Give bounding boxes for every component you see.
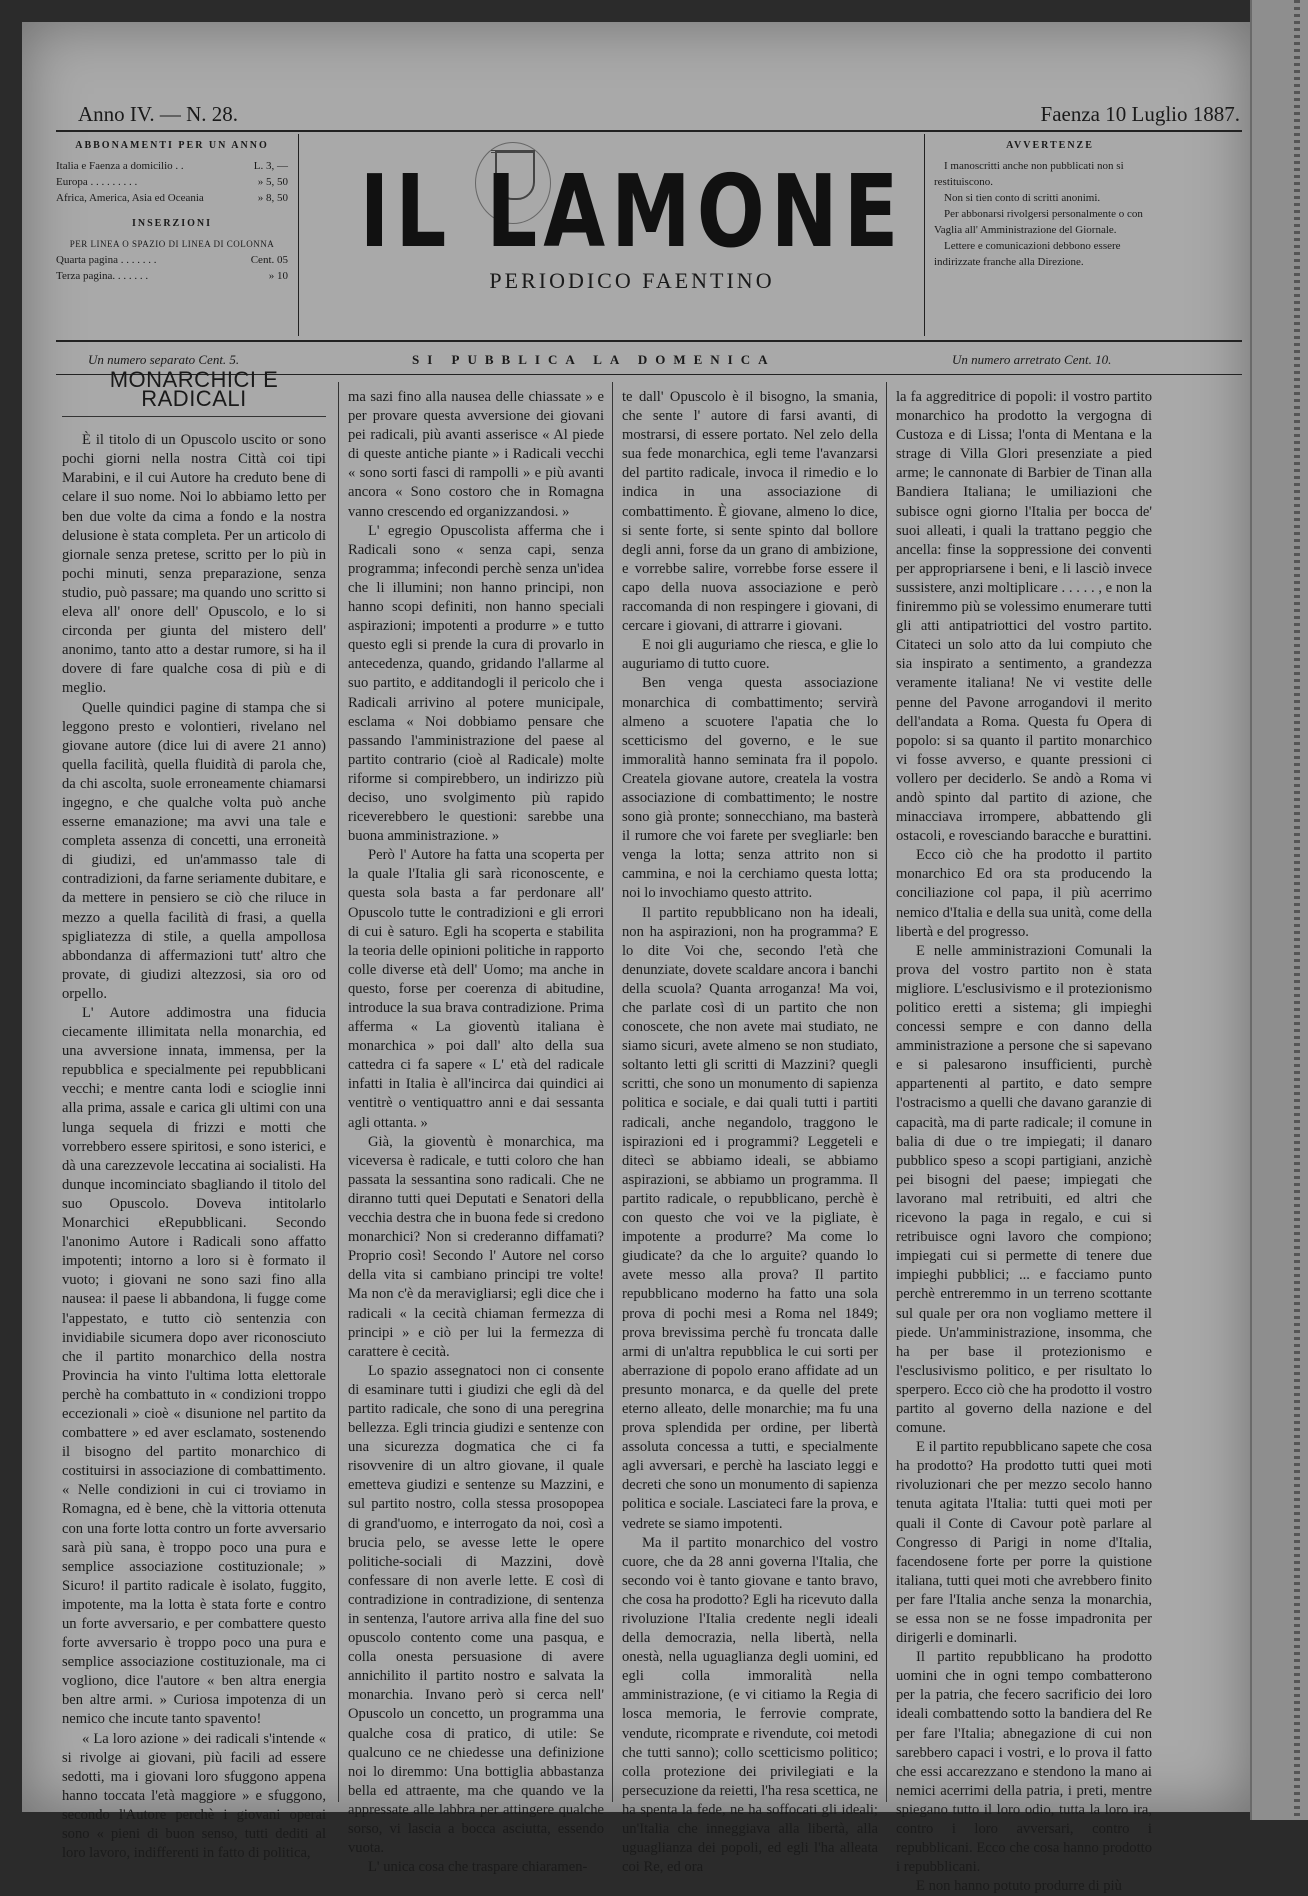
masthead	[322, 153, 942, 294]
header-bottom-rule	[56, 340, 1242, 342]
column-rule	[612, 382, 613, 1802]
paragraph: E noi gli auguriamo che riesca, e glie lo auguriamo di tutto cuore.	[622, 637, 878, 673]
article-title: MONARCHICI E RADICALI	[62, 370, 326, 417]
paragraph: Però l' Autore ha fatta una scoperta per la quale l'Italia gli sarà riconoscente, e questa sola basta a far perdonare all' Opuscolo tutte le contradizioni e gli errori di cui è saturo. Egli ha scoperta e stabilita la teoria delle opinioni politiche in rapporto colle diverse età dell' Uomo; ma anche in questo, forse per coerenza di abitudine, introduce la sua brava contradizione. Prima afferma « La gioventù italiana è monarchica » poi dall' alto della sua cattedra ci fa sapere « L' età del radicale infatti in Italia è all'incirca dai quindici ai ventitrè o ventiquattro anni e dai sessanta agli ottanta. »	[348, 847, 604, 1131]
article-column-1	[62, 367, 326, 1863]
paragraph: la fa aggreditrice di popoli: il vostro partito monarchico ha prodotto la vergogna di Custoza e di Lissa; l'onta di Mentana e la strage di Villa Glori presenziate a pied arme; le cannonate di Barbier de Tinan alla Bandiera Italiana; le umiliazioni che subisce ogni giorno l'Italia per bocca de' suoi alleati, i quali la trattano peggio che ancella: finse la soppressione dei conventi per appropriarsene i beni, e li lasciò invece sussistere, anzi moltiplicare . . . . . , e non la finiremmo più se volessimo enumerare tutti gli atti antipatriottici del vostro partito. Citateci un solo atto da lui compiuto che sia inspirato a sentimento, a grandezza veramente italiana! Ne vi vestite delle penne del Pavone arrogandovi il merito dell'andata a Roma. Questa fu Opera di popolo: si sa quanto il partito monarchico vi fosse avverso, e quante pressioni ci vollero per deciderlo. Se andò a Roma vi andò spinto dal partito di azione, che minacciava irrompere, abbattendo gli ostacoli, e rovesciando baracche e burattini.	[896, 389, 1152, 845]
paragraph: Lo spazio assegnatoci non ci consente di esaminare tutti i giudizi che egli dà del partito radicale, che sono di una peregrina bellezza. Egli trincia giudizi e sentenze con una sicurezza dogmatica che ci fa risovvenire di un altro giovane, il quale emetteva giudizi e sentenze su Mazzini, e sul partito nostro, colla stessa prosopopea di grand'uomo, e interrogato da noi, così a brucia pelo, se avesse lette le opere politiche-sociali di Mazzini, dovè confessare di non averle lette. E così di contradizione in contradizione, di sentenza in sentenza, l'autore arriva alla fine del suo opuscolo contento come una pasqua, e colla onesta persuasione di avere annichilito il partito nostro e salvata la monarchia. Invano però si cerca nell' Opuscolo un concetto, un programma una qualche cosa di pratico, di utile: Se qualcuno ce ne chiedesse una definizione noi lo diremmo: Una bottiglia abbastanza bella ed attraente, ma che quando ve la appressate alle labbra per attingere qualche sorso, vi lascia a bocca asciutta, essendo vuota.	[348, 1362, 604, 1857]
publication-day: SI PUBBLICA LA DOMENICA	[412, 352, 776, 367]
newspaper-subtitle: PERIODICO FAENTINO	[489, 268, 775, 293]
price-row: Italia e Faenza a domicilio . . L. 3, —	[56, 160, 288, 172]
back-issue-price: Un numero arretrato Cent. 10.	[952, 352, 1112, 367]
paragraph: te dall' Opuscolo è il bisogno, la smania, che sente l' autore di farsi avanti, di mostrarsi, di essere portato. Nel zelo della sua fede monarchica, egli teme l'avanzarsi del partito radicale, invoca il rimedio e lo indica in una associazione di combattimento. È giovane, almeno lo dice, si sente forte, si sente spinto dal bollore degli anni, forse da un grano di ambizione, e vorrebbe salire, vorrebbe forse essere il capo della nuova associazione e però raccomanda di non respingere i giovani, di cercare i giovani, di attrarre i giovani.	[622, 389, 878, 635]
article-column-4	[896, 388, 1152, 1896]
paragraph: L' egregio Opuscolista afferma che i Radicali sono « senza capi, senza programma; infecondi perchè senza un'idea che li illumini; non hanno principi, non hanno scopi definiti, non hanno speciali aspirazioni; impotenti a produrre » e tutto questo egli si prende la cura di provarlo in antecedenza, quando, gridando l'allarme al suo partito, e additandogli il pericolo che i Radicali arrivino al potere municipale, esclama « Noi dobbiamo pensare che passando l'amministrazione del paese al partito contrario (cioè al Radicale) molte riforme si compirebbero, un indirizzo più deciso, uno svolgimento più rapido riceverebbero le questioni: sarebbe una buona amministrazione. »	[348, 522, 604, 845]
top-line	[78, 102, 1240, 127]
paragraph: Quelle quindici pagine di stampa che si leggono presto e volontieri, rivelano nel giovane autore (dice lui di avere 21 anno) quella facilità, quella fluidità di parola che, da chi ascolta, suole erroneamente chiamarsi ingegno, e che qualche volta può anche esserne emanazione; ma avvi una tale e completa assenza di concetti, una erroneità di giudizi, ed un'ammasso tale di contradizioni, da farne seriamente dubitare, e da mettere in pensiero se ciò che riluce in mezzo a quella facilità di frasi, a quella spigliatezza di stile, a quella ampollosa abbondanza di affermazioni tutt' altro che provate, di giudizi altezzosi, sia oro od orpello.	[62, 699, 326, 1002]
header-top-rule	[56, 130, 1242, 132]
notice-heading: AVVERTENZE	[1006, 140, 1094, 151]
binding-edge	[1294, 0, 1300, 1820]
insertions-note: PER LINEA O SPAZIO DI LINEA DI COLONNA	[69, 239, 275, 249]
adjacent-page-edge	[1250, 0, 1308, 1820]
price-row: Quarta pagina . . . . . . . Cent. 05	[56, 254, 288, 266]
column-rule	[886, 382, 887, 1802]
single-copy-price: Un numero separato Cent. 5.	[88, 352, 240, 367]
article-column-3	[622, 388, 878, 1877]
paragraph: E non hanno potuto produrre di più	[916, 1878, 1122, 1895]
article-column-2	[348, 388, 604, 1877]
notice-line: I manoscritti anche non pubblicati non si restituiscono.	[934, 160, 1124, 188]
paragraph: Già, la gioventù è monarchica, ma viceversa è radicale, e tutti coloro che han passata la sessantina sono radicali. Che ne diranno tutti quei Deputati e Senatori della vecchia destra che in buona fede si credono monarchici? Non si crederanno diffamati? Proprio così! Secondo l' Autore nel corso della vita si cambiano principi tre volte! Ma non c'è da meravigliarsi; egli dice che i radicali « la cecità chiaman fermezza di principi » e ciò per lui la fermezza di carattere è cecità.	[348, 1133, 604, 1360]
newspaper-page	[22, 22, 1250, 1895]
price-row: Africa, America, Asia ed Oceania » 8, 50	[56, 192, 288, 204]
paragraph: E nelle amministrazioni Comunali la prova del vostro partito non è stata migliore. L'esclusivismo e il protezionismo politico eretti a sistema; gli impieghi concessi sempre e con danno della amministrazione a persone che si sapevano e si palesarono insufficienti, purchè appartenenti al partito, e dato sempre l'ostracismo a quelli che davano garanzie di capacità, ma di parte radicale; il comune in balia di due o tre impiegati; il danaro pubblico speso a scopi partigiani, anzichè pei bisogni del paese; impiegati che lavorano mal retribuiti, ed altri che ricevono la paga in regalo, e cui si retribuisce ogni lavoro che compiono; impiegati cui si permette di tenere due impieghi pubblici; ... e facciamo punto perchè entreremmo in un terreno scottante sul quale per ora non vogliamo mettere il piede. Un'amministrazione, insomma, che ha per base il protezionismo e l'esclusivismo politico, e per risultato lo sperpero. Ecco ciò che ha prodotto il vostro partito al governo della nazione e del comune.	[896, 942, 1152, 1437]
paragraph: Ecco ciò che ha prodotto il partito monarchico Ed ora sta producendo la conciliazione col papa, il più acerrimo nemico d'Italia e della sua unità, come della libertà e del progresso.	[896, 847, 1152, 940]
paragraph: Ma il partito monarchico del vostro cuore, che da 28 anni governa l'Italia, che secondo voi è tanto giovane e tanto bravo, che cosa ha prodotto? Egli ha ricevuto dalla rivoluzione l'Italia credente negli ideali della democrazia, nella libertà, nella onestà, nella uguaglianza degli uomini, ed egli colla immoralità nella amministrazione, (e vi citiamo la Regia di losca memoria, le ferrovie comprate, vendute, ricomprate e rivendute, coi metodi che tutti sanno); collo scetticismo politico; colla protezione dei privilegiati e la persecuzione da reietti, l'ha resa scettica, ne ha spenta la fede, ne ha soffocati gli ideali; un'Italia che inneggiava alla libertà, alla uguaglianza dei popoli, ed egli l'ha alleata coi Re, ed ora	[622, 1534, 878, 1876]
paragraph: L' Autore addimostra una fiducia ciecamente illimitata nella monarchia, ed una avversione innata, immensa, per la repubblica e specialmente pei repubblicani vecchi; e mentre canta lodi e scioglie inni alla prima, assale e carica gli ultimi con una lunga sequela di frizzi e motti che vorrebbero essere spiritosi, e sono isterici, e dà una carezzevole leccatina ai socialisti. Ha dunque incominciato sbagliando il titolo del suo Opuscolo. Doveva intitolarlo Monarchici eRepubblicani. Secondo l'anonimo Autore i Radicali sono affatto impotenti; intorno a loro si è formato il vuoto; i giovani ne sono sazi fino alla nausea: il paese li abbandona, li fugge come l'appestato, e tutto ciò sentenzia con invidiabile sicumera dopo aver riconosciuto che il partito monarchico della nostra Provincia ha vinto l'ultima lotta elettorale perchè ha combattuto in « condizioni troppo eccezionali » cioè « disunione nel partito da combattere » ed aver esclamato, sostenendo il bisogno del partito monarchico di costituirsi in associazione di combattimento. « Nelle condizioni in cui ci troviamo in Romagna, ed è bene, chè la vittoria ottenuta con una forte lotta contro un forte avversario sarà più sana, è troppo poco una pura e semplice associazione costituzionale; » Sicuro! il partito radicale è isolato, fuggito, impotente, ma la lotta è stata forte e contro un forte avversario, e per combattere questo forte avversario è troppo poco una pura e semplice associazione costituzionale, ma ci vogliono, dice l'autore « ben altra energia ben altre armi. » Curiosa impotenza di un nemico che incute tanto spavento!	[62, 1005, 326, 1728]
paragraph: Il partito repubblicano ha prodotto uomini che in ogni tempo combatterono per la patria, che fecero sacrificio dei loro ideali combattendo sotto la bandiera del Re per fare l'Italia; abnegazione di cui non sarebbero capaci i vostri, e lo prova il fatto che essi accarezzano e stendono la mano ai nemici acerrimi della patria, i preti, mentre spieganо tutto il loro odio, tutta la loro ira, contro i loro avversari, contro i repubblicani. Ecco che cosa hanno prodotto i repubblicani.	[896, 1649, 1152, 1876]
price-row: Terza pagina. . . . . . . » 10	[56, 270, 288, 282]
notice-line: Lettere e comunicazioni debbono essere indirizzate franche alla Direzione.	[934, 240, 1121, 268]
paragraph: Il partito repubblicano non ha ideali, non ha aspirazioni, non ha programma? E lo dite Voi che, secondo l'età che denunziate, dovete scaldare ancora i banchi della scuola? Quanta arroganza! Ma voi, che parlate così di un partito che non conoscete, che non avete mai studiato, ne siamo sicuri, avete almeno se non studiato, soltanto letti gli scritti di Mazzini? quegli scritti, che sono un monumento di sapienza politica e sociale, e dai quali tutti i partiti radicali, anche negandolo, traggono le ispirazioni ed i programmi? Leggeteli e ditecì se abbiamo ideali, se abbiamo aspirazioni, se abbiamo un programma. Il partito radicale, o repubblicano, perchè è con questo che voi ve la pigliate, è impotente a produrre? Ma come lo giudicate? da che lo arguite? quando lo avete messo alla prova? Il partito repubblicano moderno ha fatto una sola prova di pochi mesi a Roma nel 1849; prova brevissima perchè fu troncata dalle armi di un'altra repubblica le cui sorti per aberrazione di popolo erano affidate ad un presunto monarca, e da quelle del prete eterno alleato, delle monarchie; ma fu una prova splendida per ordine, per libertà assoluta concessa a tutti, e specialmente agli avversari, e perchè ha lasciato leggi e decreti che sono un monumento di sapienza politica e sociale. Lasciateci fare la prova, e vedrete se siamo impotenti.	[622, 904, 878, 1532]
notice-line: Per abbonarsi rivolgersi personalmente o con Vaglia all' Amministrazione del Giornale.	[934, 208, 1143, 236]
issue-number: Anno IV. — N. 28.	[78, 102, 239, 126]
subscription-heading: ABBONAMENTI PER UN ANNO	[75, 140, 269, 151]
column-rule	[338, 382, 339, 1802]
notice-line: Non si tien conto di scritti anonimi.	[944, 192, 1101, 204]
price-row: Europa . . . . . . . . . » 5, 50	[56, 176, 288, 188]
paragraph: L' unica cosa che traspare chiaramen-	[368, 1859, 588, 1876]
notice-box	[934, 138, 1166, 270]
paragraph: Ben venga questa associazione monarchica di combattimento; servirà almeno a scuotere l'apatia che lo scetticismo del governo, e le sue immoralità hanno seminata fra il popolo. Createla giovane autore, createla la vostra associazione di combattimento; le nostre sono già pronte; sonnecchiano, ma basterà il rumore che voi farete per svegliarle: ben venga la lotta; senza attrito non si cammina, e noi la cerchiamo questa lotta; noi lo invochiamo questo attrito.	[622, 675, 878, 902]
subscription-box	[56, 138, 288, 284]
paragraph: « La loro azione » dei radicali s'intende « si rivolge ai giovani, più facili ad essere sedotti, ma i giovani loro sfuggono appena hanno toccata l'età maggiore » e sfuggono, secondo l'Autore perchè i giovani operai sono « pieni di buon senso, tutti dediti al loro lavoro, indifferenti in fatto di politica,	[62, 1730, 326, 1862]
paragraph: ma sazi fino alla nausea delle chiassate » e per provare questa avversione dei giovani pei radicali, più avanti asserisce « Al piede di queste antiche piante » i Radicali vecchi « sono sorti fasci di rampolli » e più avanti ancora « Sono costoro che in Romagna vanno crescendo ed organizzandosi. »	[348, 389, 604, 520]
left-box-rule	[298, 134, 299, 336]
paragraph: E il partito repubblicano sapete che cosa ha prodotto? Ha prodotto tutti quei moti rivoluzionari che per mezzo secolo hanno tenuta agitata l'Italia: tutti quei moti per quali il Conte di Cavour potè parlare al Congresso di Parigi in nome d'Italia, facendosene forte per porre la quistione italiana, tutti quei moti che avrebbero finito per fare l'Italia anche senza la monarchia, se essa non se ne fosse impadronita per dirigerli e dominarli.	[896, 1439, 1152, 1647]
paragraph: È il titolo di un Opuscolo uscito or sono pochi giorni nella nostra Città coi tipi Marabini, e il cui Autore ha creduto bene di celare il suo nome. Noi lo abbiamo letto per ben due volte da cima a fondo e la nostra delusione è stata completa. Per un articolo di giornale senza pretese, scritto per lo più in pochi minuti, senza preparazione, senza studio, può passare; ma quando uno scritto si eleva all' onore dell' Opuscolo, e lo si circonda per giunta del mistero dell' anonimo, tanto atto a destar rumore, si ha il dovere di fare qualche cosa di più e di meglio.	[62, 432, 326, 697]
newspaper-title: IL LAMONE	[359, 153, 905, 270]
insertions-heading: INSERZIONI	[131, 218, 213, 229]
issue-date: Faenza 10 Luglio 1887.	[1040, 102, 1240, 126]
